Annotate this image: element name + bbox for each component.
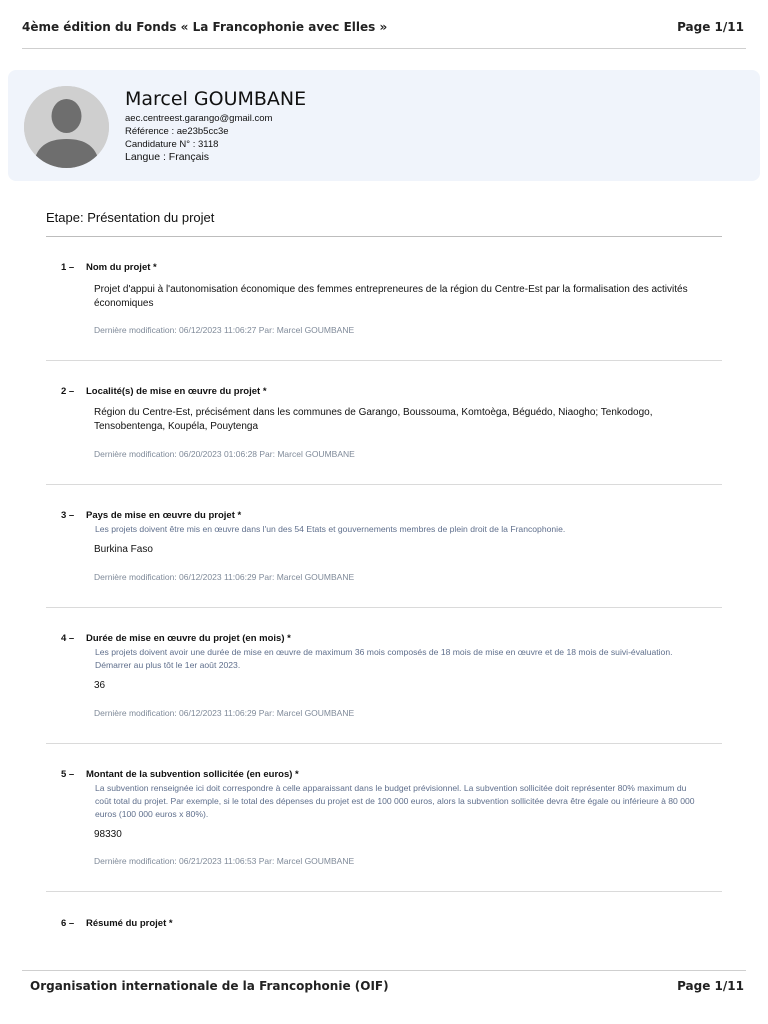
question-answer: Projet d'appui à l'autonomisation économique des femmes entrepreneures de la région du Centre-Est par la formalisation des activités économiques — [94, 284, 688, 309]
applicant-reference: Référence : ae23b5cc3e — [125, 126, 229, 137]
question-number: 3 – — [61, 510, 75, 521]
applicant-email: aec.centreest.garango@gmail.com — [125, 113, 273, 124]
step-title: Etape: Présentation du projet — [46, 210, 722, 237]
question-label: Nom du projet * — [86, 262, 157, 273]
footer-page-number: Page 1/11 — [677, 979, 744, 993]
question-item — [46, 633, 722, 744]
question-help-text: La subvention renseignée ici doit correspondre à celle apparaissant dans le budget prévisionnel. La subvention sollicitée doit représenter 80% maximum du coût total du projet. Par exemple, si le total des dépenses du projet est de 100 000 euros, alors la subvention sollicitée devra être égale ou inférieure à 80 000 euros (100 000 euros x 80%). — [95, 783, 695, 819]
last-modified: Dernière modification: 06/12/2023 11:06:27 Par: Marcel GOUMBANE — [94, 325, 355, 335]
question-answer: 36 — [94, 680, 106, 691]
footer-organization: Organisation internationale de la Francophonie (OIF) — [30, 979, 389, 993]
document-title: 4ème édition du Fonds « La Francophonie avec Elles » — [22, 20, 388, 34]
question-answer: Région du Centre-Est, précisément dans les communes de Garango, Boussouma, Komtoèga, Béguédo, Niaogho; Tenkodogo, Tensobentenga, Koupéla, Pouytenga — [94, 407, 653, 432]
last-modified: Dernière modification: 06/12/2023 11:06:29 Par: Marcel GOUMBANE — [94, 572, 355, 582]
last-modified: Dernière modification: 06/12/2023 11:06:29 Par: Marcel GOUMBANE — [94, 708, 355, 718]
page-footer — [22, 970, 746, 1001]
question-label: Localité(s) de mise en œuvre du projet * — [86, 386, 267, 397]
question-number: 1 – — [61, 262, 75, 273]
question-number: 5 – — [61, 769, 75, 780]
profile-card — [8, 70, 760, 181]
question-heading — [61, 262, 157, 273]
person-silhouette-icon — [24, 86, 109, 168]
applicant-candidature-number: Candidature N° : 3118 — [125, 139, 219, 150]
question-heading — [61, 918, 173, 929]
question-heading — [61, 769, 299, 780]
question-heading — [61, 633, 291, 644]
last-modified: Dernière modification: 06/20/2023 01:06:28 Par: Marcel GOUMBANE — [94, 449, 355, 459]
question-number: 6 – — [61, 918, 75, 929]
question-number: 2 – — [61, 386, 75, 397]
page-header — [22, 20, 746, 49]
question-heading — [61, 510, 241, 521]
question-label: Pays de mise en œuvre du projet * — [86, 510, 242, 521]
last-modified: Dernière modification: 06/21/2023 11:06:53 Par: Marcel GOUMBANE — [94, 856, 355, 866]
applicant-details — [125, 112, 272, 164]
question-label: Résumé du projet * — [86, 918, 173, 929]
question-answer: Burkina Faso — [94, 544, 153, 555]
question-help-text: Les projets doivent avoir une durée de mise en œuvre de maximum 36 mois composés de 18 mois de mise en œuvre et de 18 mois de suivi-évaluation. Démarrer au plus tôt le 1er août 2023. — [95, 647, 673, 670]
question-item — [46, 918, 722, 938]
question-heading — [61, 386, 267, 397]
question-item — [46, 262, 722, 361]
question-label: Montant de la subvention sollicitée (en euros) * — [86, 769, 299, 780]
question-item — [46, 510, 722, 608]
applicant-name: Marcel GOUMBANE — [125, 88, 307, 110]
question-label: Durée de mise en œuvre du projet (en mois) * — [86, 633, 291, 644]
question-help-text: Les projets doivent être mis en œuvre dans l'un des 54 Etats et gouvernements membres de plein droit de la Francophonie. — [95, 524, 566, 534]
question-number: 4 – — [61, 633, 75, 644]
question-item — [46, 386, 722, 485]
question-item — [46, 769, 722, 892]
question-answer: 98330 — [94, 829, 122, 840]
page-number: Page 1/11 — [677, 20, 744, 34]
applicant-language: Langue : Français — [125, 151, 210, 163]
